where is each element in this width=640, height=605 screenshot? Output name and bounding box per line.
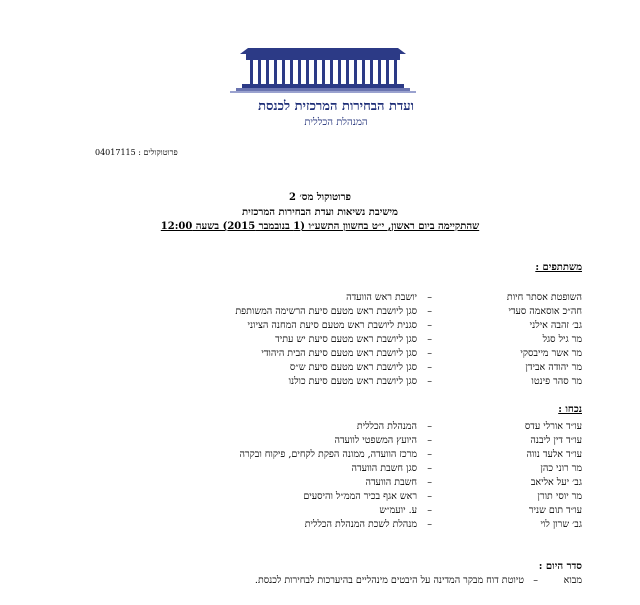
separator-dash: – bbox=[427, 463, 432, 474]
present-name: עו״ד אורלי עדס bbox=[524, 421, 582, 432]
present-role: היועץ המשפטי לוועדה bbox=[334, 435, 417, 446]
agenda-text: טיוטת דוח מבקר המדינה על היבטים מינהליים בהיערכות לבחירות לכנסת. bbox=[254, 575, 524, 586]
participant-role: סגן ליושבת ראש מטעם סיעת כולנו bbox=[288, 376, 417, 387]
separator-dash: – bbox=[427, 292, 432, 303]
participant-role: יושבת ראש הוועדה bbox=[346, 292, 417, 303]
participant-row bbox=[52, 292, 582, 306]
participant-row bbox=[52, 306, 582, 320]
agenda-item bbox=[62, 575, 582, 603]
present-row bbox=[52, 421, 582, 435]
present-role: סגן חשבת הוועדה bbox=[351, 463, 417, 474]
present-name: גב׳ יעל אליאב bbox=[530, 477, 582, 488]
separator-dash: – bbox=[427, 362, 432, 373]
separator-dash: – bbox=[427, 306, 432, 317]
participant-name: השופטת אסתר חיות bbox=[506, 292, 582, 303]
participant-row bbox=[52, 362, 582, 376]
separator-dash: – bbox=[427, 449, 432, 460]
separator-dash: – bbox=[533, 575, 538, 586]
present-role: המנהלת הכללית bbox=[356, 421, 417, 432]
present-name: מר רוני כהן bbox=[540, 463, 582, 474]
present-row bbox=[52, 449, 582, 463]
separator-dash: – bbox=[427, 348, 432, 359]
agenda-heading: סדר היום : bbox=[538, 561, 582, 572]
present-row bbox=[52, 519, 582, 533]
separator-dash: – bbox=[427, 435, 432, 446]
participant-role: סגן ליושבת ראש מטעם סיעת הרשימה המשותפת bbox=[235, 306, 417, 317]
participant-role: סגן ליושבת ראש מטעם סיעת ש״ס bbox=[289, 362, 417, 373]
participant-name: גב׳ זהבה אילני bbox=[529, 320, 582, 331]
participant-role: סגן ליושבת ראש מטעם סיעת יש עתיד bbox=[275, 334, 417, 345]
participant-row bbox=[52, 376, 582, 390]
participant-name: מר גיל סגל bbox=[542, 334, 582, 345]
separator-dash: – bbox=[427, 376, 432, 387]
participant-row bbox=[52, 348, 582, 362]
organization-name: ועדת הבחירות המרכזית לכנסת bbox=[258, 99, 414, 114]
present-row bbox=[52, 477, 582, 491]
present-row bbox=[52, 435, 582, 449]
separator-dash: – bbox=[427, 491, 432, 502]
separator-dash: – bbox=[427, 421, 432, 432]
participants-heading: משתתפים : bbox=[535, 262, 582, 273]
meeting-title: מישיבת נשיאות ועדת הבחירות המרכזית bbox=[242, 207, 398, 218]
present-role: מנהלת לשכת המנהלת הכללית bbox=[304, 519, 417, 530]
present-role: מרכז הוועדה, ממונה הפקת לקחים, פיקוח ובקרה bbox=[239, 449, 417, 460]
participant-name: מר אשר מייבסקי bbox=[520, 348, 582, 359]
participant-row bbox=[52, 334, 582, 348]
organization-subtitle: המנהלת הכללית bbox=[304, 117, 368, 128]
separator-dash: – bbox=[427, 519, 432, 530]
present-row bbox=[52, 463, 582, 477]
present-name: עו״ד דין ליבנה bbox=[530, 435, 582, 446]
present-row bbox=[52, 491, 582, 505]
present-role: ראש אגף בכיר הממ״ל והיסעים bbox=[303, 491, 417, 502]
meeting-date-line: שהתקיימה ביום ראשון, י״ט בחשוון התשע״ו (1 בנובמבר 2015) בשעה 12:00 bbox=[160, 221, 480, 232]
participant-name: חה״כ אוסאמה סעדי bbox=[508, 306, 582, 317]
protocol-number: פרוטוקולים : 04017115 bbox=[95, 148, 178, 157]
participant-row bbox=[52, 320, 582, 334]
present-name: עו״ד אלעד נווה bbox=[526, 449, 582, 460]
protocol-title: פרוטוקול מס׳ 2 bbox=[289, 192, 351, 203]
separator-dash: – bbox=[427, 477, 432, 488]
participant-name: מר יהודה אבידן bbox=[525, 362, 582, 373]
present-name: מר יוסי תורן bbox=[537, 491, 582, 502]
present-role: ע. יועמ״ש bbox=[379, 505, 417, 516]
present-name: עו״ד תום שניר bbox=[528, 505, 582, 516]
present-name: גב׳ שרון לוי bbox=[540, 519, 582, 530]
separator-dash: – bbox=[427, 505, 432, 516]
present-heading: נכחו : bbox=[558, 404, 582, 415]
participant-name: מר סהר פינטו bbox=[531, 376, 582, 387]
separator-dash: – bbox=[427, 320, 432, 331]
present-row bbox=[52, 505, 582, 519]
participant-role: סגן ליושבת ראש מטעם סיעת הבית היהודי bbox=[261, 348, 417, 359]
present-role: חשבת הוועדה bbox=[365, 477, 417, 488]
participant-role: סגנית ליושבת ראש מטעם סיעת המחנה הציוני bbox=[247, 320, 417, 331]
knesset-building-icon bbox=[228, 38, 418, 98]
separator-dash: – bbox=[427, 334, 432, 345]
agenda-label: מבוא bbox=[563, 575, 582, 586]
